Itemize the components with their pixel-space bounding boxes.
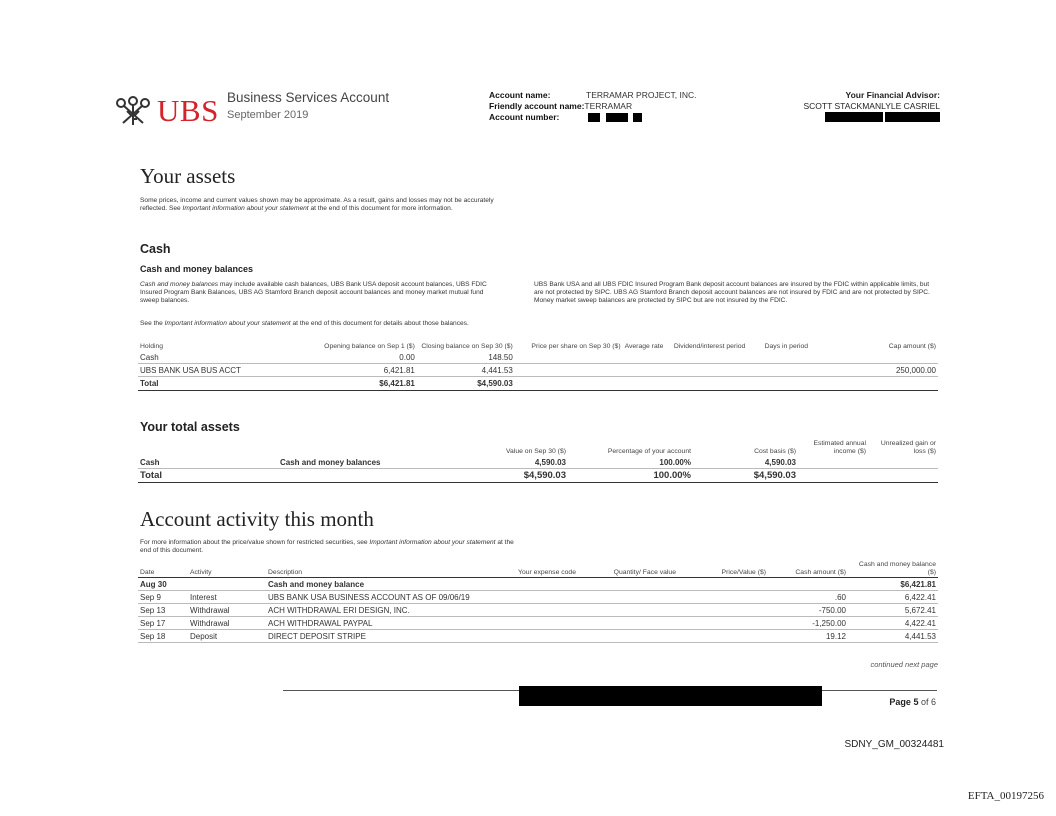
redaction-bar — [519, 686, 822, 706]
redaction-bar — [633, 113, 642, 122]
table-total-row: Total $6,421.81 $4,590.03 — [138, 377, 938, 391]
table-row: UBS BANK USA BUS ACCT 6,421.81 4,441.53 250,000.00 — [140, 365, 936, 375]
table-row: Sep 9 Interest UBS BANK USA BUSINESS ACCOUNT AS OF 09/06/19 .60 6,422.41 — [140, 592, 936, 602]
cash-subheading: Cash and money balances — [140, 264, 254, 274]
cash-left-note: Cash and money balances may include available cash balances, UBS Bank USA deposit account balances, UBS FDIC Insured Program Bank Balances, UBS AG Stamford Branch deposit account balances and money market mutual fund sweep balances. — [140, 281, 487, 305]
ubs-keys-icon — [113, 95, 153, 127]
ubs-logo-text: UBS — [157, 93, 219, 128]
redaction-bar — [606, 113, 628, 122]
redaction-bar — [825, 112, 883, 122]
assets-intro: Some prices, income and current values shown may be approximate. As a result, gains and losses may not be accurately reflected. See Important information about your statement at the end of this document for more information. — [140, 197, 494, 213]
account-type: Business Services Account — [227, 90, 390, 105]
statement-month: September 2019 — [227, 109, 309, 121]
total-assets-heading: Your total assets — [140, 420, 240, 434]
table-row: Sep 17 Withdrawal ACH WITHDRAWAL PAYPAL -1,250.00 4,422.41 — [140, 618, 936, 628]
activity-intro: For more information about the price/value shown for restricted securities, see Important information about your statement at the end of this document. — [140, 539, 514, 555]
cash-right-note: UBS Bank USA and all UBS FDIC Insured Program Bank deposit account balances are insured by the FDIC within applicable limits, but are not protected by SIPC. UBS AG Stamford Branch deposit account balances are not insured by FDIC and are not protected by SIPC. Money market sweep balances are protected by SIPC but are not insured by the FDIC. — [534, 281, 930, 305]
cash-table — [138, 343, 938, 391]
redaction-bar — [588, 113, 600, 122]
redaction-bar — [885, 112, 940, 122]
account-info — [489, 90, 697, 123]
total-assets-table — [138, 440, 938, 483]
advisor-name: SCOTT STACKMANLYLE CASRIEL — [803, 101, 940, 111]
bates-number: SDNY_GM_00324481 — [844, 739, 944, 750]
assets-title: Your assets — [140, 164, 236, 188]
efta-number: EFTA_00197256 — [967, 790, 1044, 802]
cash-table-header: Holding Opening balance on Sep 1 ($) Closing balance on Sep 30 ($) Price per share on Sep 30 ($) Average rate Dividend/interest period Days in period Cap amount ($) — [140, 343, 936, 350]
financial-advisor — [803, 90, 940, 125]
ubs-logo — [113, 93, 219, 129]
page-number: Page 5 of 6 — [889, 697, 936, 707]
table-row: Sep 13 Withdrawal ACH WITHDRAWAL ERI DESIGN, INC. -750.00 5,672.41 — [140, 605, 936, 615]
table-row: Cash Cash and money balances 4,590.03 100.00% 4,590.03 — [138, 456, 938, 469]
activity-title: Account activity this month — [140, 507, 374, 531]
cash-left-note-2: See the Important information about your statement at the end of this document for details about those balances. — [140, 320, 469, 327]
cash-heading: Cash — [140, 242, 171, 256]
account-name: TERRAMAR PROJECT, INC. — [586, 90, 697, 100]
opening-balance-row: Aug 30 Cash and money balance $6,421.81 — [140, 579, 936, 589]
activity-table — [138, 561, 938, 643]
activity-table-header: Date Activity Description Your expense code Quantity/ Face value Price/Value ($) Cash amount ($) Cash and money balance ($) — [140, 561, 936, 576]
table-row: Sep 18 Deposit DIRECT DEPOSIT STRIPE 19.12 4,441.53 — [140, 631, 936, 641]
total-assets-header: Value on Sep 30 ($) Percentage of your account Cost basis ($) Estimated annual income ($) Unrealized gain or loss ($) — [506, 440, 936, 455]
advisor-label: Your Financial Advisor: — [845, 90, 940, 100]
continued-note: continued next page — [870, 660, 938, 669]
table-row: Cash 0.00 148.50 — [138, 351, 938, 364]
friendly-name-label: Friendly account name: — [489, 101, 585, 111]
account-number-label: Account number: — [489, 112, 560, 122]
important-info-link: Important information about your statement — [182, 205, 309, 213]
table-total-row: Total $4,590.03 100.00% $4,590.03 — [138, 469, 938, 483]
account-name-label: Account name: — [489, 90, 551, 100]
friendly-name: TERRAMAR — [584, 101, 633, 111]
